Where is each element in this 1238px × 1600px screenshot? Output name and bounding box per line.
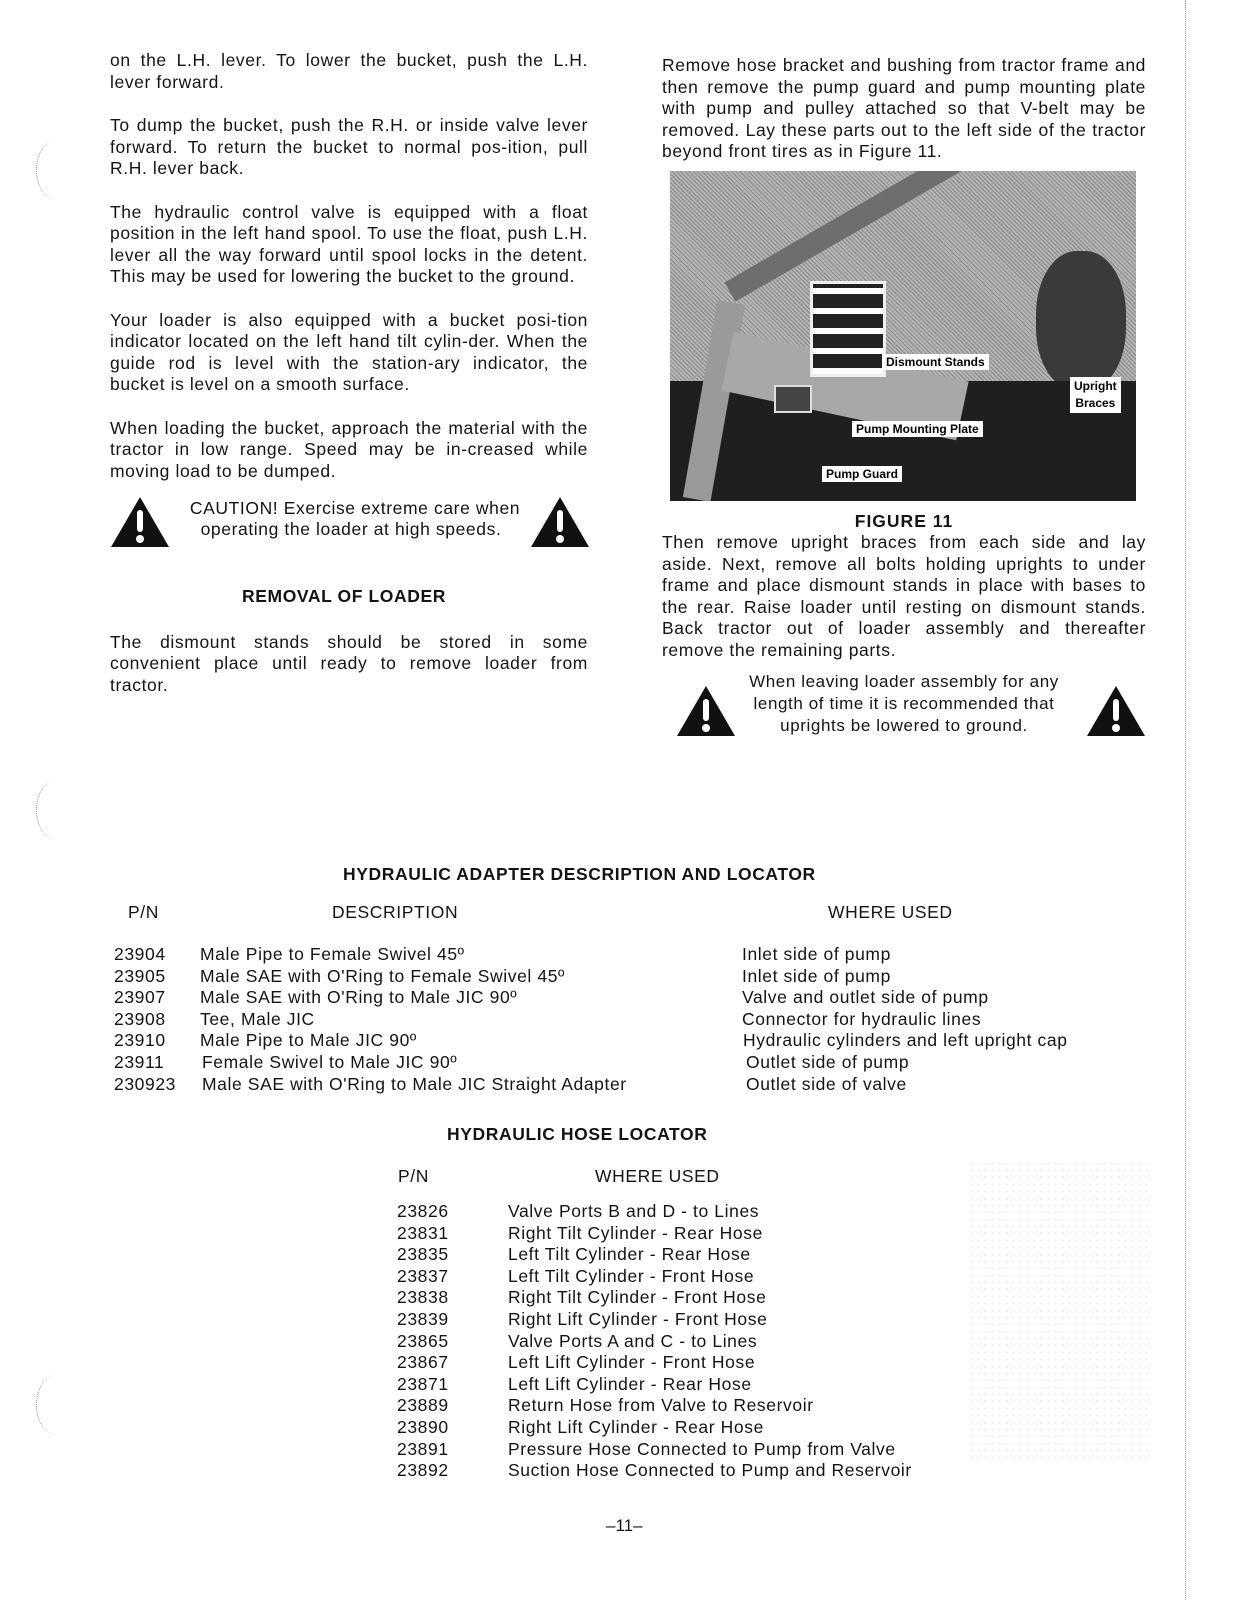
warning-triangle-icon — [530, 496, 590, 548]
label-pump-mounting-plate: Pump Mounting Plate — [852, 421, 983, 437]
table-row: 23904 Male Pipe to Female Swivel 45º Inlet side of pump — [114, 944, 891, 964]
system-5000-badge — [774, 385, 812, 413]
paragraph-loading: When loading the bucket, approach the material with the tractor in low range. Speed may be in-creased while moving load to be dumped. — [110, 417, 588, 481]
section-heading-removal: REMOVAL OF LOADER — [242, 586, 446, 606]
table-row: 23911 Female Swivel to Male JIC 90º Outlet side of pump — [114, 1052, 910, 1072]
table-row: 23890 Right Lift Cylinder - Rear Hose — [397, 1417, 764, 1437]
hose-header-pn: P/N — [398, 1166, 429, 1186]
figure-11-photo — [670, 171, 1136, 501]
table-row: 230923 Male SAE with O'Ring to Male JIC Straight Adapter Outlet side of valve — [114, 1073, 907, 1094]
table-row: 23905 Male SAE with O'Ring to Female Swivel 45º Inlet side of pump — [114, 965, 891, 986]
caution-notice — [110, 496, 588, 552]
label-pump-guard: Pump Guard — [822, 466, 902, 482]
table-row: 23837 Left Tilt Cylinder - Front Hose — [397, 1265, 755, 1286]
table-row: 23867 Left Lift Cylinder - Front Hose — [397, 1352, 756, 1373]
left-column — [110, 50, 588, 718]
label-upright-braces: Upright Braces — [1070, 377, 1121, 413]
table-row: 23891 Pressure Hose Connected to Pump from Valve — [397, 1438, 896, 1459]
table-row: 23826 Valve Ports B and D - to Lines — [397, 1201, 760, 1221]
page-number: –11– — [606, 1516, 643, 1535]
table-row: 23892 Suction Hose Connected to Pump and Reservoir — [397, 1460, 912, 1481]
table-row: 23838 Right Tilt Cylinder - Front Hose — [397, 1287, 767, 1308]
hose-table-title: HYDRAULIC HOSE LOCATOR — [447, 1124, 708, 1144]
paragraph-float-position: The hydraulic control valve is equipped with a float position in the left hand spool. To use the float, push L.H. lever all the way forward until spool locks in the detent. This may be used for lowering the bucket to the ground. — [110, 201, 588, 286]
binder-hole-mark — [36, 140, 77, 200]
warning-triangle-icon — [1086, 685, 1146, 737]
table-row: 23908 Tee, Male JIC Connector for hydraulic lines — [114, 1008, 982, 1029]
adapter-table-title: HYDRAULIC ADAPTER DESCRIPTION AND LOCATOR — [343, 864, 816, 884]
paragraph-remove-braces: Then remove upright braces from each side and lay aside. Next, remove all bolts holding uprights to under frame and place dismount stands in place with bases to the rear. Raise loader until resting on dismount stands. Back tractor out of loader assembly and thereafter remove the remaining parts. — [662, 532, 1146, 660]
tractor-grille — [810, 281, 886, 377]
adapter-header-description: DESCRIPTION — [332, 902, 459, 922]
warning-notice — [662, 672, 1146, 739]
table-row: 23831 Right Tilt Cylinder - Rear Hose — [397, 1222, 763, 1243]
paragraph-position-indicator: Your loader is also equipped with a bucket posi-tion indicator located on the left hand tilt cylin-der. When the guide rod is level with the station-ary indicator, the bucket is level on a smooth surface. — [110, 309, 588, 394]
paragraph-remove-hose-bracket: Remove hose bracket and bushing from tractor frame and then remove the pump guard and pump mounting plate with pump and pulley attached so that V-belt may be removed. Lay these parts out to the left side of the tractor beyond front tires as in Figure 11. — [662, 55, 1146, 161]
paragraph-dump-bucket: To dump the bucket, push the R.H. or inside valve lever forward. To return the bucket to normal pos-ition, pull R.H. lever back. — [110, 115, 588, 178]
table-row: 23839 Right Lift Cylinder - Front Hose — [397, 1309, 768, 1329]
binder-hole-mark — [36, 780, 77, 840]
paragraph-dismount-stands: The dismount stands should be stored in some convenient place until ready to remove loader from tractor. — [110, 631, 588, 695]
table-row: 23889 Return Hose from Valve to Reservoir — [397, 1395, 814, 1416]
loader-upright — [725, 171, 1065, 302]
table-row: 23907 Male SAE with O'Ring to Male JIC 90º Valve and outlet side of pump — [114, 987, 989, 1008]
paragraph-lower-bucket: on the L.H. lever. To lower the bucket, push the L.H. lever forward. — [110, 50, 588, 92]
adapter-header-where-used: WHERE USED — [828, 902, 953, 922]
caution-text: CAUTION! Exercise extreme care when operating the loader at high speeds. — [189, 498, 521, 539]
label-dismount-stands: Dismount Stands — [882, 354, 989, 370]
warning-text: When leaving loader assembly for any length of time it is recommended that uprights be lowered to ground. — [749, 672, 1059, 735]
adapter-header-pn: P/N — [128, 902, 159, 922]
table-row: 23835 Left Tilt Cylinder - Rear Hose — [397, 1244, 751, 1265]
figure-caption: FIGURE 11 — [854, 510, 954, 531]
hose-header-where-used: WHERE USED — [595, 1166, 720, 1186]
table-row: 23865 Valve Ports A and C - to Lines — [397, 1330, 758, 1351]
table-row: 23910 Male Pipe to Male JIC 90º Hydraulic cylinders and left upright cap — [114, 1030, 1068, 1051]
right-column — [662, 55, 1146, 773]
table-row: 23871 Left Lift Cylinder - Rear Hose — [397, 1373, 752, 1394]
tractor-tire — [1036, 251, 1126, 391]
